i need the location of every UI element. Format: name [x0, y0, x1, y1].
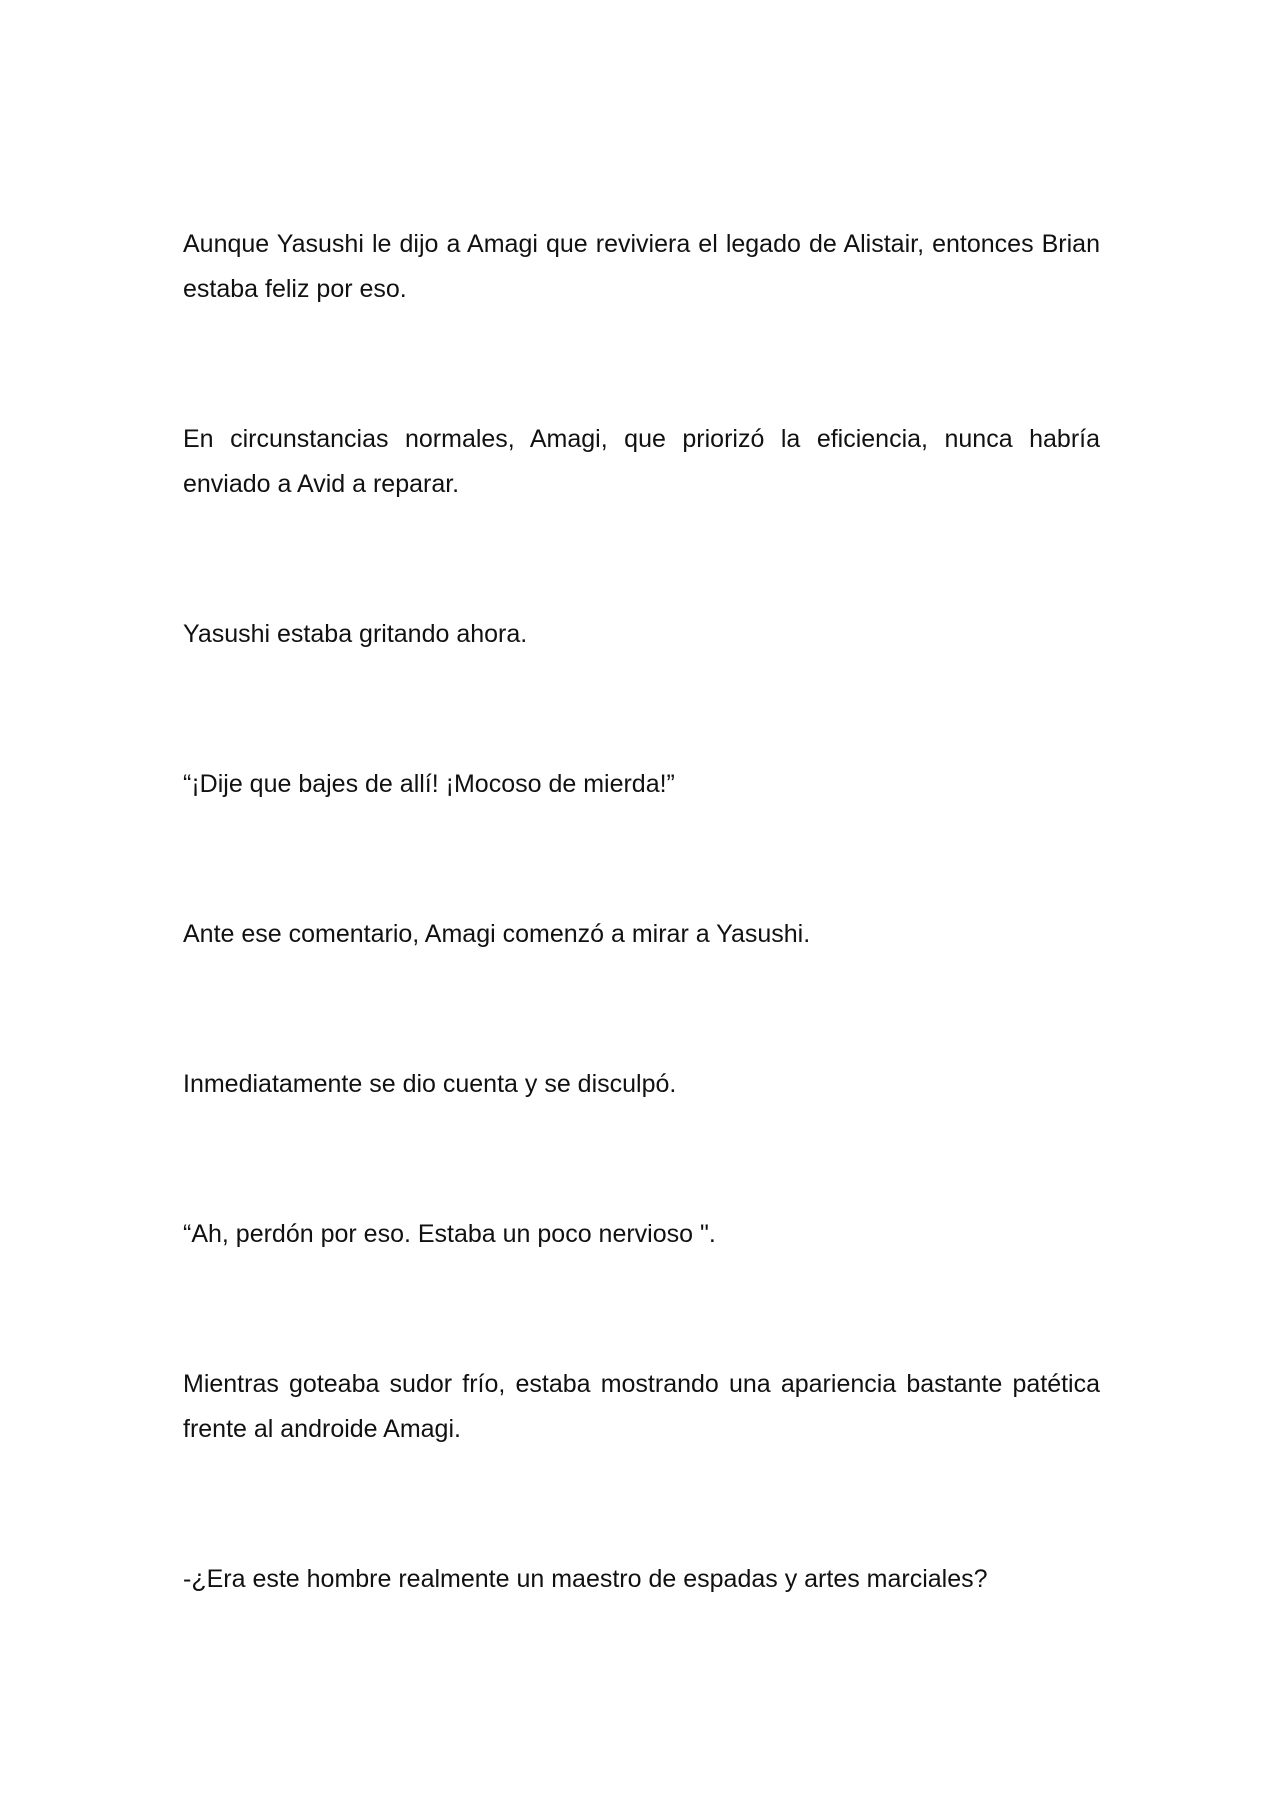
paragraph-6: Inmediatamente se dio cuenta y se disculpó.	[183, 1070, 677, 1098]
paragraph-5: Ante ese comentario, Amagi comenzó a mirar a Yasushi.	[183, 920, 811, 948]
paragraph-4: “¡Dije que bajes de allí! ¡Mocoso de mierda!”	[183, 770, 675, 798]
paragraph-2: En circunstancias normales, Amagi, que priorizó la eficiencia, nunca habría enviado a Avid a reparar.	[183, 425, 1100, 498]
paragraph-8: Mientras goteaba sudor frío, estaba mostrando una apariencia bastante patética frente al androide Amagi.	[183, 1370, 1100, 1443]
paragraph-9: -¿Era este hombre realmente un maestro de espadas y artes marciales?	[183, 1565, 988, 1593]
paragraph-3: Yasushi estaba gritando ahora.	[183, 620, 528, 648]
paragraph-7: “Ah, perdón por eso. Estaba un poco nervioso ".	[183, 1220, 716, 1248]
paragraph-1: Aunque Yasushi le dijo a Amagi que reviviera el legado de Alistair, entonces Brian estaba feliz por eso.	[183, 230, 1100, 303]
